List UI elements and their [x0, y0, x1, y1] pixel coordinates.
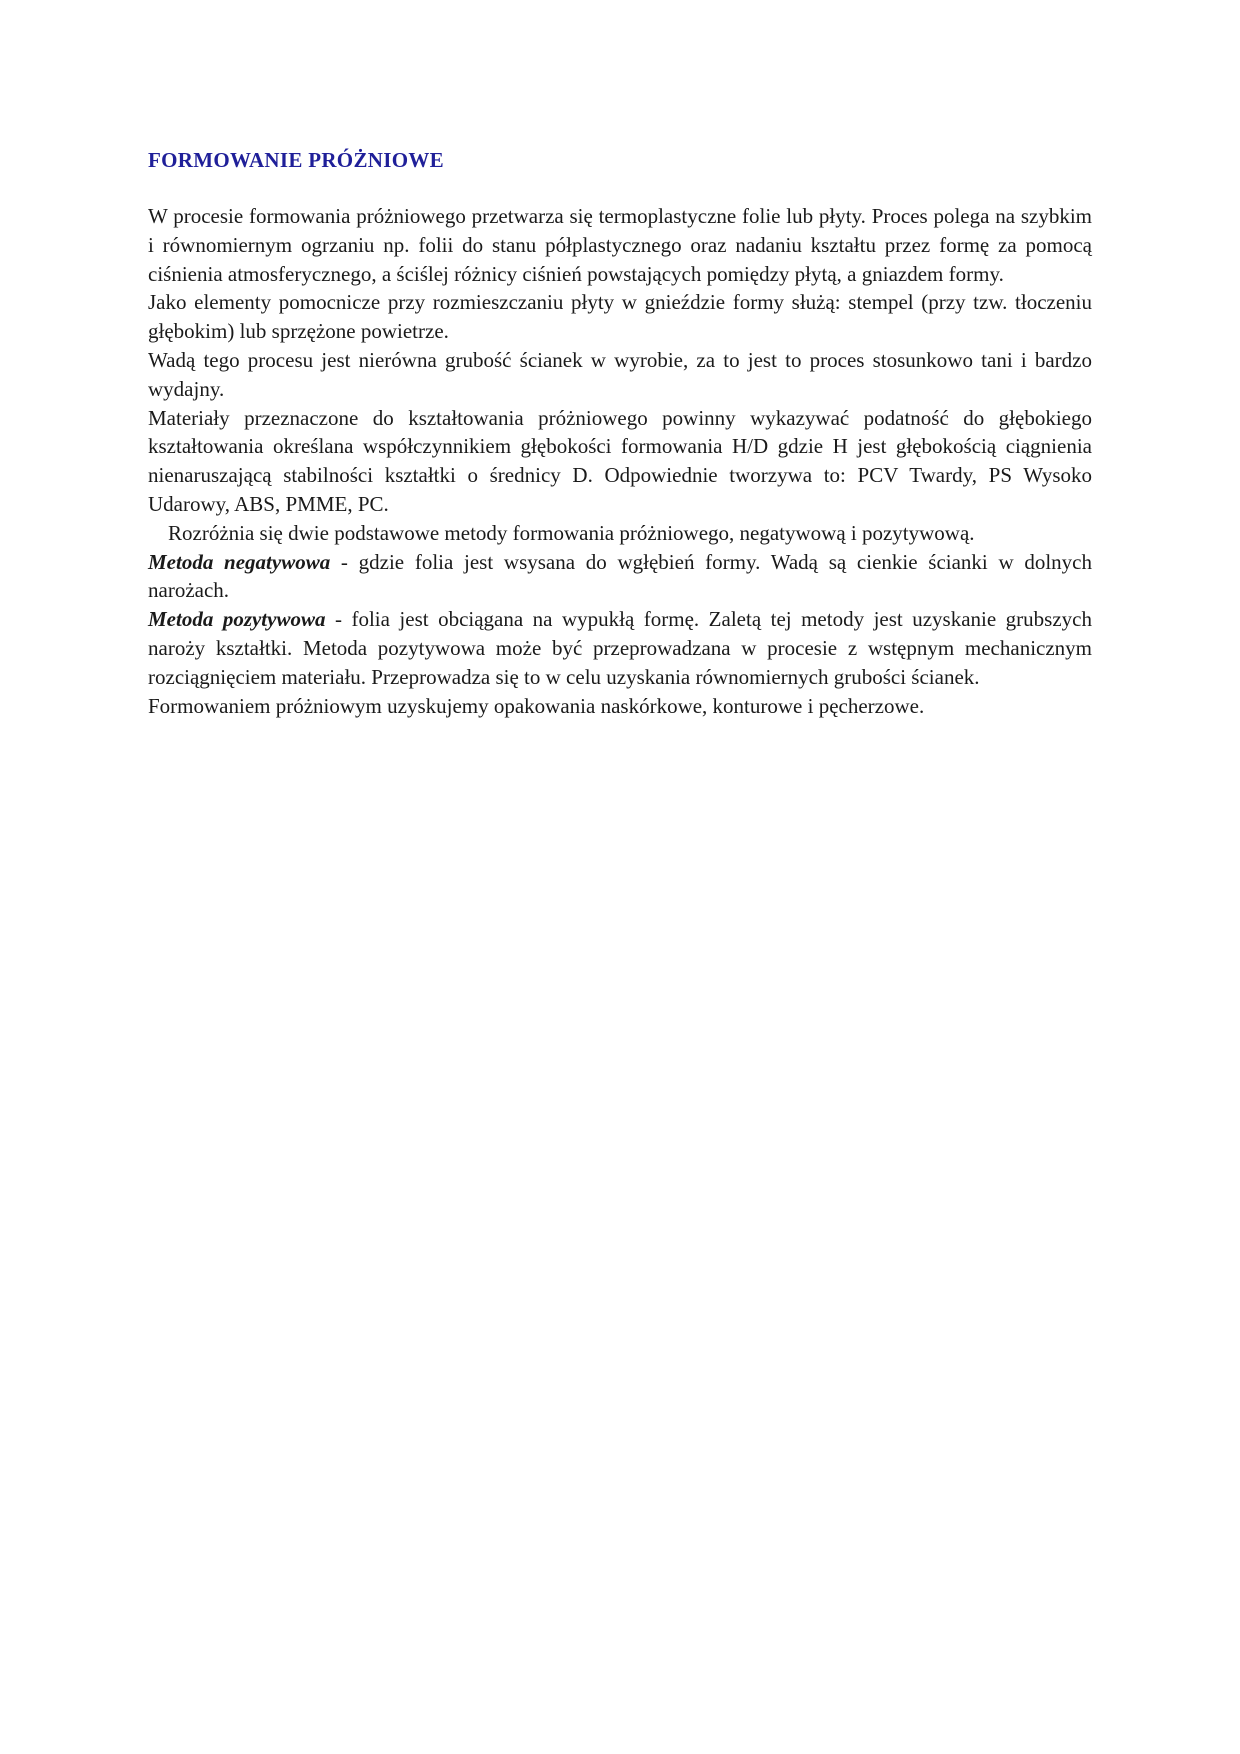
paragraph-auxiliary-elements: Jako elementy pomocnicze przy rozmieszczaniu płyty w gnieździe formy służą: stempel (przy tzw. tłoczeniu głębokim) lub sprzężone powietrze. [148, 290, 1092, 344]
paragraph-materials: Materiały przeznaczone do kształtowania próżniowego powinny wykazywać podatność do głębokiego kształtowania określana współczynnikiem głębokości formowania H/D gdzie H jest głębokością ciągnienia nienaruszającą stabilności kształtki o średnicy D. Odpowiednie tworzywa to: PCV Twardy, PS Wysoko Udarowy, ABS, PMME, PC. [148, 405, 1092, 516]
method-negative-label: Metoda negatywowa [148, 549, 331, 574]
method-positive-label: Metoda pozytywowa [148, 607, 326, 632]
document-body [148, 146, 1092, 720]
paragraph-method-positive [148, 605, 1092, 691]
method-negative-text: - gdzie folia jest wsysana do wgłębień formy. Wadą są cienkie ścianki w dolnych narożach. [148, 549, 1093, 603]
document-title: FORMOWANIE PRÓŻNIOWE [148, 148, 444, 172]
paragraph-method-negative [148, 548, 1092, 606]
paragraph-methods-intro: Rozróżnia się dwie podstawowe metody formowania próżniowego, negatywową i pozytywową. [168, 520, 975, 545]
method-positive-text: - folia jest obciągana na wypukłą formę. Zaletą tej metody jest uzyskanie grubszych naroży kształtki. Metoda pozytywowa może być przeprowadzana w procesie z wstępnym mechanicznym rozciągnięciem materiału. Przeprowadza się to w celu uzyskania równomiernych grubości ścianek. [148, 607, 1092, 689]
paragraph-drawbacks: Wadą tego procesu jest nierówna grubość ścianek w wyrobie, za to jest to proces stosunkowo tani i bardzo wydajny. [148, 347, 1092, 401]
paragraph-process-description: W procesie formowania próżniowego przetwarza się termoplastyczne folie lub płyty. Proces polega na szybkim i równomiernym ogrzaniu np. folii do stanu półplastycznego oraz nadaniu kształtu przez formę za pomocą ciśnienia atmosferycznego, a ściślej różnicy ciśnień powstających pomiędzy płytą, a gniazdem formy. [148, 204, 1092, 286]
paragraph-closing: Formowaniem próżniowym uzyskujemy opakowania naskórkowe, konturowe i pęcherzowe. [148, 693, 925, 718]
